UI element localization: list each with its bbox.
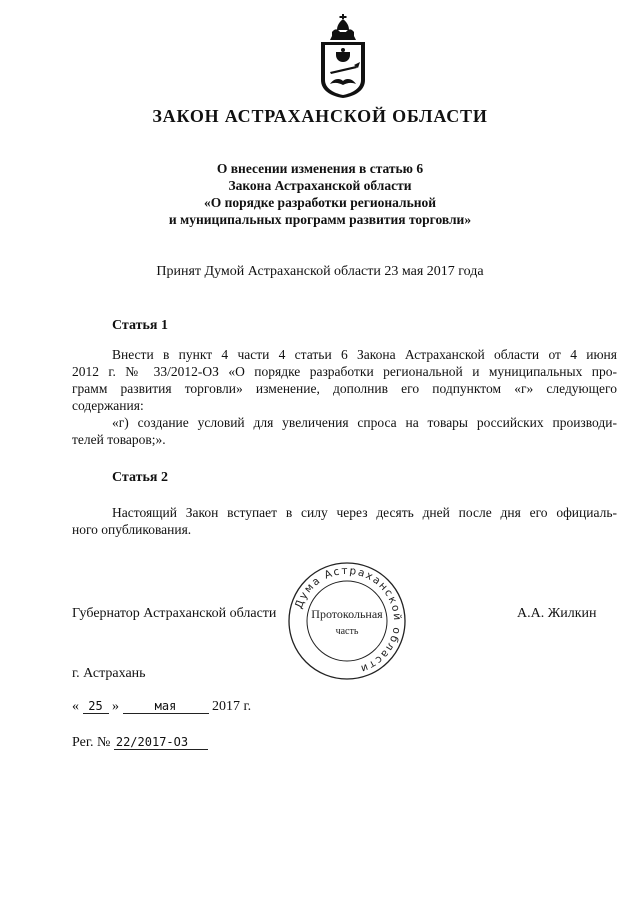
date-month: мая xyxy=(123,699,209,714)
text-line: содержания: xyxy=(72,398,144,413)
subject-line: О внесении изменения в статью 6 xyxy=(216,161,424,176)
subject-line: «О порядке разработки региональной xyxy=(203,195,437,210)
date-day: 25 xyxy=(83,699,109,714)
adoption-note: Принят Думой Астраханской области 23 мая 2017 года xyxy=(156,264,484,279)
text-line: грамм развития торговли» изменение, дополнив его подпунктом «г» следующего xyxy=(72,381,617,396)
registration-number xyxy=(72,735,208,751)
text-line: 2012 г. № 33/2012-ОЗ «О порядке разработки региональной и муниципальных про- xyxy=(72,364,617,379)
coat-of-arms-icon xyxy=(318,14,368,98)
article2-text xyxy=(72,504,617,538)
registration-label: Рег. № xyxy=(72,735,111,750)
article1-heading: Статья 1 xyxy=(112,318,168,333)
stamp-center-line2: часть xyxy=(335,626,359,637)
official-stamp-icon xyxy=(286,560,408,682)
date-open-quote: « xyxy=(72,699,79,714)
registration-value: 22/2017-ОЗ xyxy=(114,735,208,750)
place-of-signing: г. Астрахань xyxy=(72,666,146,681)
signing-date xyxy=(72,699,251,715)
law-subject xyxy=(0,160,640,228)
article2-heading: Статья 2 xyxy=(112,470,168,485)
text-line: телей товаров;». xyxy=(72,432,166,447)
subject-line: и муниципальных программ развития торговли» xyxy=(168,212,472,227)
stamp-ring-text: Дума Астраханской области xyxy=(292,564,404,676)
stamp-center-line1: Протокольная xyxy=(311,607,383,621)
text-line: Внести в пункт 4 части 4 статьи 6 Закона Астраханской области от 4 июня xyxy=(112,347,617,362)
date-year: 2017 г. xyxy=(212,699,252,714)
text-line: Настоящий Закон вступает в силу через десять дней после дня его официаль- xyxy=(112,505,617,520)
text-line: ного опубликования. xyxy=(72,522,192,537)
article1-text xyxy=(72,346,617,448)
law-title: ЗАКОН АСТРАХАНСКОЙ ОБЛАСТИ xyxy=(152,106,488,126)
subject-line: Закона Астраханской области xyxy=(228,178,412,193)
signatory-position: Губернатор Астраханской области xyxy=(72,606,277,621)
text-line: «г) создание условий для увеличения спроса на товары российских производи- xyxy=(112,415,617,430)
signatory-name: А.А. Жилкин xyxy=(517,606,597,621)
date-close-quote: » xyxy=(112,699,119,714)
